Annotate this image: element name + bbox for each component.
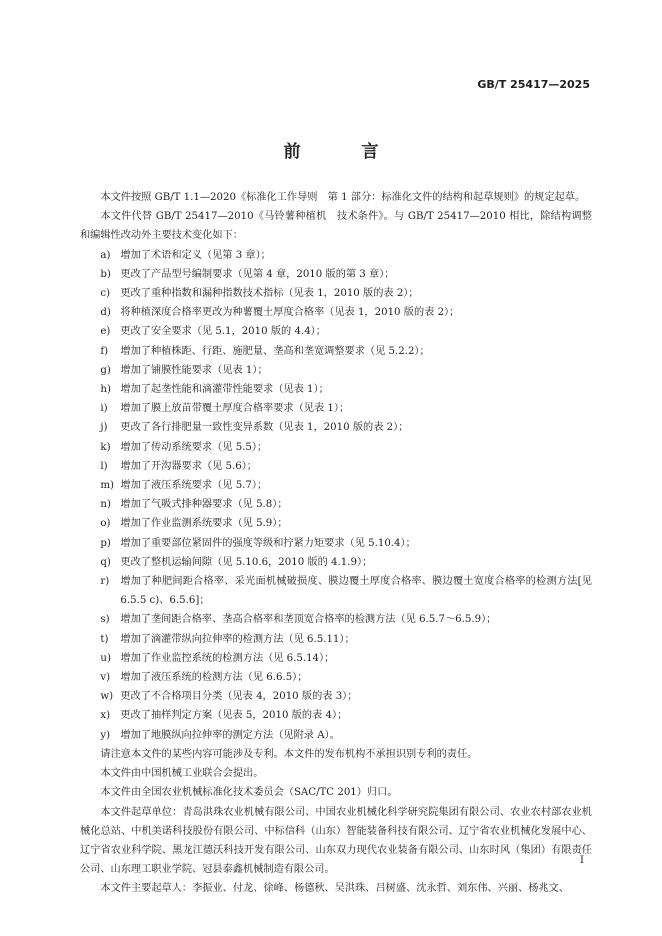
- list-item: [80, 649, 592, 668]
- list-item: [80, 610, 592, 629]
- list-item-text: 更改了产品型号编制要求（见第 4 章，2010 版的第 3 章）；: [120, 268, 395, 280]
- list-item-text: 增加了作业监控系统的检测方法（见 6.5.14）；: [120, 652, 335, 664]
- paragraph: 请注意本文件的某些内容可能涉及专利。本文件的发布机构不承担识别专利的责任。: [100, 748, 478, 760]
- list-item-label: d): [100, 307, 111, 319]
- list-item-text: 增加了铺膜性能要求（见表 1）；: [120, 364, 268, 376]
- paragraph: 本文件起草单位：青岛洪珠农业机械有限公司、中国农业机械化科学研究院集团有限公司、农业农村部农业机械化总站、中机美诺科技股份有限公司、中标信科（山东）智能装备科技有限公司、辽宁省农业机械化发展中心、辽宁省农业科学院、黑龙江德沃科技开发有限公司、山东双力现代农业装备有限公司、山东时风（集团）有限责任公司、山东理工职业学院、冠县泰鑫机械制造有限公司。: [80, 806, 592, 876]
- list-item-label: x): [100, 710, 111, 722]
- list-item: [80, 438, 592, 457]
- list-item-text: 增加了术语和定义（见第 3 章）；: [120, 249, 271, 261]
- list-item: [80, 418, 592, 437]
- document-id: GB/T 25417—2025: [477, 78, 590, 91]
- page-title: 前 言: [283, 142, 401, 162]
- list-item-text: 增加了传动系统要求（见 5.5）；: [120, 441, 268, 453]
- paragraph: 本文件主要起草人：李振业、付龙、徐峰、杨德秋、吴洪珠、吕树盛、沈永哲、刘东伟、兴丽、杨兆文、: [100, 883, 570, 895]
- list-item: [80, 322, 592, 341]
- list-item: [80, 457, 592, 476]
- list-item-label: q): [100, 556, 111, 568]
- list-item: [80, 630, 592, 649]
- list-item: [80, 342, 592, 361]
- list-item: [80, 553, 592, 572]
- list-item-label: i): [100, 403, 108, 415]
- paragraph: 本文件由全国农业机械标准化技术委员会（SAC/TC 201）归口。: [100, 787, 398, 799]
- list-item-text: 增加了作业监测系统要求（见 5.9）；: [120, 518, 288, 530]
- list-item: [80, 706, 592, 725]
- list-item-text: 更改了各行排肥量一致性变异系数（见表 1，2010 版的表 2）；: [120, 422, 409, 434]
- changes-list: [80, 246, 592, 745]
- list-item: [80, 572, 592, 610]
- list-item-text: 增加了气吸式排种器要求（见 5.8）；: [120, 499, 288, 511]
- list-item: [80, 265, 592, 284]
- list-item: [80, 687, 592, 706]
- list-item-label: p): [100, 537, 111, 549]
- list-item: [80, 668, 592, 687]
- list-item-text: 更改了安全要求（见 5.1，2010 版的 4.4）；: [120, 326, 326, 338]
- list-item-label: s): [100, 614, 110, 626]
- list-item: [80, 534, 592, 553]
- document-body: [80, 188, 592, 899]
- list-item-label: g): [100, 364, 111, 376]
- list-item: [80, 495, 592, 514]
- list-item: [80, 399, 592, 418]
- list-item: [80, 514, 592, 533]
- list-item-text: 增加了垄间距合格率、垄高合格率和垄顶宽合格率的检测方法（见 6.5.7～6.5.9）；: [120, 614, 497, 626]
- list-item-text: 更改了整机运输间隙（见 5.10.6，2010 版的 4.1.9）；: [120, 556, 373, 568]
- list-item-label: a): [100, 249, 111, 261]
- list-item-label: r): [100, 576, 110, 588]
- list-item-text: 增加了液压系统的检测方法（见 6.6.5）；: [120, 672, 308, 684]
- list-item-label: h): [100, 384, 111, 396]
- list-item-label: v): [100, 672, 111, 684]
- list-item-label: n): [100, 499, 111, 511]
- list-item-text: 增加了液压系统要求（见 5.7）；: [120, 480, 268, 492]
- list-item-text: 增加了滴灌带纵向拉伸率的检测方法（见 6.5.11）；: [120, 633, 355, 645]
- list-item-text: 将种植深度合格率更改为种薯覆土厚度合格率（见表 1，2010 版的表 2）；: [120, 307, 460, 319]
- list-item: [80, 284, 592, 303]
- list-item-text: 增加了开沟器要求（见 5.6）；: [120, 460, 257, 472]
- list-item-text: 增加了地膜纵向拉伸率的测定方法（见附录 A）。: [120, 729, 340, 741]
- list-item-label: l): [100, 460, 108, 472]
- page-number: I: [580, 855, 584, 866]
- list-item-text: 更改了不合格项目分类（见表 4，2010 版的表 3）；: [120, 691, 358, 703]
- paragraph: 本文件按照 GB/T 1.1—2020《标准化工作导则 第 1 部分：标准化文件的结构和起草规则》的规定起草。: [100, 192, 586, 203]
- list-item-label: e): [100, 326, 111, 338]
- list-item-text: 增加了膜上放苗带覆土厚度合格率要求（见表 1）；: [120, 403, 350, 415]
- list-item-text: 增加了起垄性能和滴灌带性能要求（见表 1）；: [120, 384, 329, 396]
- list-item-text: 更改了抽样判定方案（见表 5，2010 版的表 4）；: [120, 710, 348, 722]
- list-item: [80, 476, 592, 495]
- list-item-label: y): [100, 729, 111, 741]
- list-item: [80, 361, 592, 380]
- list-item-text: 增加了种植株距、行距、施肥量、垄高和垄宽调整要求（见 5.2.2）；: [120, 345, 430, 357]
- list-item-label: w): [100, 691, 114, 703]
- list-item-label: c): [100, 288, 111, 300]
- list-item-text: 增加了种肥间距合格率、采光面机械破损度、膜边覆土厚度合格率、膜边覆土宽度合格率的检测方法[见 6.5.5 c)、6.5.6]；: [120, 576, 592, 607]
- list-item-label: k): [100, 441, 111, 453]
- list-item-label: f): [100, 345, 109, 357]
- list-item: [80, 246, 592, 265]
- list-item: [80, 303, 592, 322]
- list-item-label: m): [100, 480, 115, 492]
- list-item-label: o): [100, 518, 111, 530]
- list-item-label: b): [100, 268, 111, 280]
- paragraph: 本文件由中国机械工业联合会提出。: [100, 768, 264, 780]
- list-item-text: 更改了重种指数和漏种指数技术指标（见表 1，2010 版的表 2）；: [120, 288, 419, 300]
- list-item-label: t): [100, 633, 109, 645]
- list-item-label: u): [100, 652, 111, 664]
- list-item: [80, 380, 592, 399]
- list-item: [80, 726, 592, 745]
- list-item-text: 增加了重要部位紧固件的强度等级和拧紧力矩要求（见 5.10.4）；: [120, 537, 416, 549]
- paragraph: 本文件代替 GB/T 25417—2010《马铃薯种植机 技术条件》。与 GB/T 25417—2010 相比，除结构调整和编辑性改动外主要技术变化如下：: [80, 211, 592, 242]
- list-item-label: j): [100, 422, 108, 434]
